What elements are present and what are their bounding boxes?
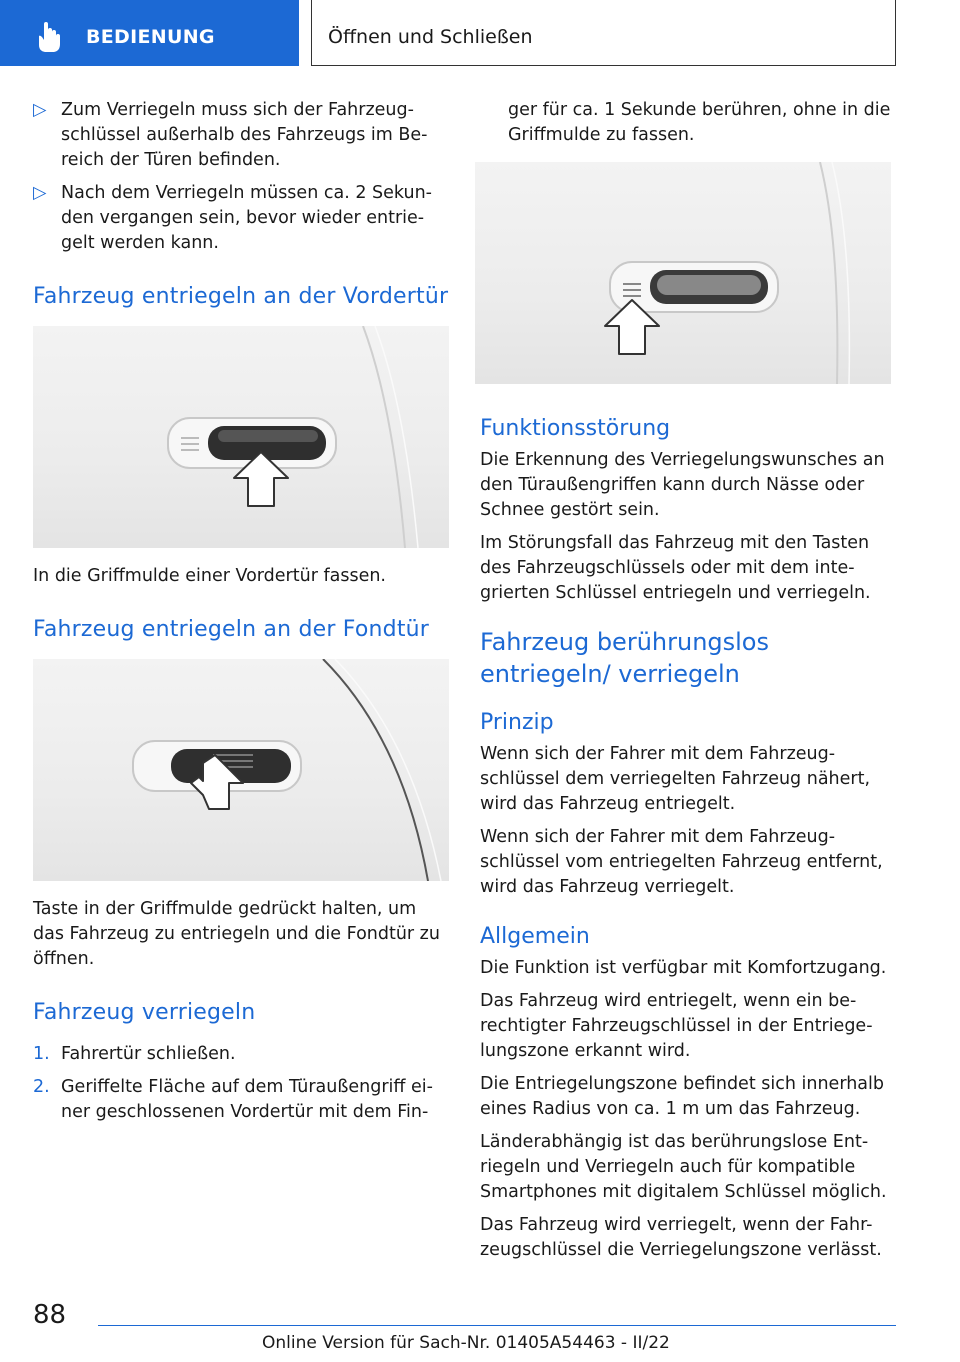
page-header (311, 0, 896, 66)
fault-paragraph-1: Die Erkennung des Verriegelungswunsches an den Türaußengriffen kann durch Nässe oder Schnee gestört sein. (480, 450, 885, 520)
list-item (33, 1075, 449, 1125)
general-paragraph-1: Die Funktion ist verfügbar mit Komfortzugang. (480, 958, 887, 978)
fault-paragraph-2: Im Störungsfall das Fahrzeug mit den Tasten des Fahrzeugschlüssels oder mit dem inte-grierten Schlüssel entriegeln und verriegeln. (480, 533, 871, 603)
general-paragraph-3: Die Entriegelungszone befindet sich innerhalb eines Radius von ca. 1 m um das Fahrzeug. (480, 1074, 884, 1119)
triangle-bullet-icon: ▷ (33, 183, 47, 203)
footer-divider (98, 1325, 896, 1326)
heading-keyless: Fahrzeug berührungslos entriegeln/ verriegeln (480, 628, 769, 688)
list-item (33, 1042, 449, 1067)
front-door-handle-image (33, 326, 449, 548)
heading-fault: Funktionsstörung (480, 416, 671, 441)
front-door-illustration (33, 326, 449, 548)
caption-front-door: In die Griffmulde einer Vordertür fassen. (33, 566, 386, 586)
section-label: BEDIENUNG (86, 26, 215, 48)
triangle-bullet-icon: ▷ (33, 100, 47, 120)
heading-lock: Fahrzeug verriegeln (33, 1000, 256, 1025)
principle-paragraph-1: Wenn sich der Fahrer mit dem Fahrzeug-schlüssel dem verriegelten Fahrzeug nähert, wird das Fahrzeug entriegelt. (480, 744, 871, 814)
door-lock-illustration (475, 162, 891, 384)
step-text: Geriffelte Fläche auf dem Türaußengriff ei-ner geschlossenen Vordertür mit dem Fin- (61, 1077, 433, 1122)
step-number: 2. (33, 1077, 50, 1097)
caption-rear-door: Taste in der Griffmulde gedrückt halten, um das Fahrzeug zu entriegeln und die Fondtür zu öffnen. (33, 899, 440, 969)
footer-text: Online Version für Sach-Nr. 01405A54463 - II/22 (262, 1333, 670, 1353)
bullet-item (33, 181, 449, 256)
door-lock-image (475, 162, 891, 384)
step-text: Fahrertür schließen. (61, 1044, 236, 1064)
principle-paragraph-2: Wenn sich der Fahrer mit dem Fahrzeug-schlüssel vom entriegelten Fahrzeug entfernt, wird das Fahrzeug verriegelt. (480, 827, 883, 897)
bullet-text: Zum Verriegeln muss sich der Fahrzeug-schlüssel außerhalb des Fahrzeugs im Be-reich der Türen befinden. (61, 100, 428, 170)
general-paragraph-4: Länderabhängig ist das berührungslose Ent-riegeln und Verriegeln auch für kompatible Smartphones mit digitalem Schlüssel möglich. (480, 1132, 887, 1202)
page-number: 88 (33, 1300, 67, 1330)
heading-principle: Prinzip (480, 710, 554, 735)
heading-front-door: Fahrzeug entriegeln an der Vordertür (33, 284, 449, 309)
page-title: Öffnen und Schließen (328, 26, 533, 48)
bullet-text: Nach dem Verriegeln müssen ca. 2 Sekun-den vergangen sein, bevor wieder entrie-gelt werden kann. (61, 183, 432, 253)
section-tab (0, 0, 299, 66)
rear-door-handle-image (33, 659, 449, 881)
step-continuation: ger für ca. 1 Sekunde berühren, ohne in die Griffmulde zu fassen. (508, 100, 891, 145)
right-column (480, 98, 896, 1271)
rear-door-illustration (33, 659, 449, 881)
heading-rear-door: Fahrzeug entriegeln an der Fondtür (33, 617, 430, 642)
step-number: 1. (33, 1044, 50, 1064)
bullet-item (33, 98, 449, 173)
general-paragraph-5: Das Fahrzeug wird verriegelt, wenn der Fahr-zeugschlüssel die Verriegelungszone verlässt. (480, 1215, 882, 1260)
left-column (33, 98, 449, 1133)
general-paragraph-2: Das Fahrzeug wird entriegelt, wenn ein be-rechtigter Fahrzeugschlüssel in der Entriege-lungszone erkannt wird. (480, 991, 873, 1061)
heading-general: Allgemein (480, 924, 590, 949)
hand-touch-icon (30, 18, 70, 58)
